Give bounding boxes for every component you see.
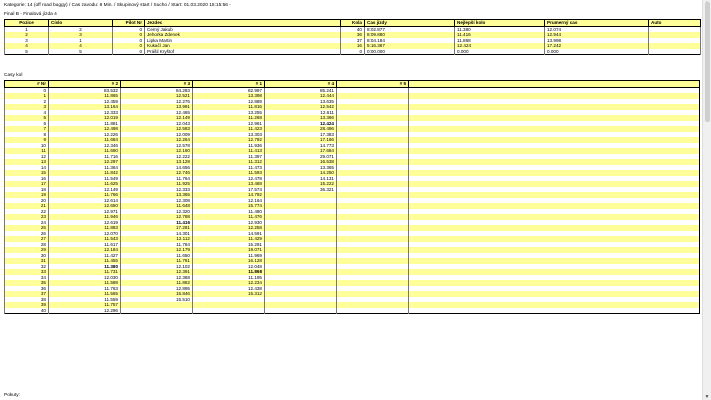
lap-number-cell: 0 — [5, 87, 49, 93]
lap-time-cell: 11.429 — [193, 236, 265, 242]
lap-time-cell: 13.128 — [121, 159, 193, 165]
lap-time-cell: 11.476 — [193, 214, 265, 220]
lap-time-cell: 12.521 — [121, 93, 193, 99]
lap-time-cell: 11.195 — [193, 275, 265, 281]
lap-time-cell: 12.478 — [193, 176, 265, 182]
lap-time-cell: 16.538 — [265, 159, 337, 165]
lap-number-cell: 3 — [5, 104, 49, 110]
results-cell-best: 11.868 — [455, 38, 545, 44]
results-cell-time: 8:04.184 — [365, 38, 455, 44]
lap-time-cell: 11.617 — [49, 242, 121, 248]
lap-time-cell: 13.164 — [49, 104, 121, 110]
results-cell-num: 4 — [49, 43, 113, 49]
results-cell-name: Prášil Kryštof — [145, 49, 341, 55]
lap-number-cell: 30 — [5, 253, 49, 259]
results-cell-laps: 0 — [341, 49, 365, 55]
penalties-label: Pokuty: — [4, 393, 20, 398]
lap-time-cell: 12.320 — [121, 209, 193, 215]
results-table — [4, 19, 701, 55]
results-cell-num: 2 — [49, 26, 113, 32]
lap-number-cell: 14 — [5, 165, 49, 171]
results-cell-num: 3 — [49, 32, 113, 38]
lap-number-cell: 25 — [5, 225, 49, 231]
lap-time-cell: 12.276 — [121, 99, 193, 105]
laps-col-header: # 1 — [193, 81, 265, 88]
final-label: Final B - Finalová jízda 4 — [4, 12, 57, 17]
results-cell-pilot: 0 — [113, 26, 145, 32]
lap-time-cell: 11.380 — [49, 264, 121, 270]
lap-time-cell: 12.149 — [121, 115, 193, 121]
lap-time-cell: 11.816 — [193, 104, 265, 110]
lap-time-cell: 19.071 — [193, 247, 265, 253]
lap-time-cell: 12.030 — [49, 275, 121, 281]
lap-time-cell: 11.565 — [49, 291, 121, 297]
results-cell-pos: 4 — [5, 43, 49, 49]
lap-number-cell: 15 — [5, 170, 49, 176]
results-cell-name: Jehorka Zdenek — [145, 32, 341, 38]
lap-time-cell: 12.048 — [193, 264, 265, 270]
lap-time-cell: 12.971 — [49, 209, 121, 215]
lap-time-cell — [121, 308, 193, 314]
lap-number-cell: 7 — [5, 126, 49, 132]
lap-time-cell: 12.498 — [49, 126, 121, 132]
lap-number-cell: 34 — [5, 275, 49, 281]
lap-times-table — [4, 80, 700, 314]
lap-time-cell: 11.480 — [193, 209, 265, 215]
results-cell-pos: 3 — [5, 38, 49, 44]
lap-time-cell: 13.991 — [121, 104, 193, 110]
lap-time-cell: 14.250 — [265, 170, 337, 176]
lap-time-cell: 12.333 — [121, 187, 193, 193]
lap-time-cell: 12.746 — [121, 170, 193, 176]
lap-time-cell: 12.792 — [193, 137, 265, 143]
lap-time-cell: 11.766 — [49, 192, 121, 198]
lap-time-cell: 12.465 — [121, 110, 193, 116]
lap-time-cell: 12.619 — [49, 220, 121, 226]
lap-time-cell: 11.648 — [121, 203, 193, 209]
lap-number-cell: 17 — [5, 181, 49, 187]
lap-time-cell: 11.549 — [49, 176, 121, 182]
lap-time-cell: 12.444 — [265, 93, 337, 99]
lap-time-cell: 36.321 — [265, 187, 337, 193]
lap-time-cell: 11.764 — [121, 176, 193, 182]
lap-number-cell: 12 — [5, 154, 49, 160]
lap-time-cell: 11.543 — [49, 236, 121, 242]
lap-time-cell: 11.413 — [193, 148, 265, 154]
lap-time-cell: 12.961 — [193, 121, 265, 127]
lap-time-cell: 28.496 — [265, 126, 337, 132]
lap-time-cell: 12.438 — [193, 286, 265, 292]
results-cell-best: 11.416 — [455, 32, 545, 38]
lap-time-cell: 12.333 — [49, 110, 121, 116]
results-cell-num: 5 — [49, 49, 113, 55]
results-col-header: Auto — [649, 20, 701, 27]
lap-time-cell: 13.635 — [265, 99, 337, 105]
lap-time-cell: 84.283 — [121, 87, 193, 93]
lap-time-cell: 11.865 — [49, 93, 121, 99]
lap-time-cell: 17.574 — [193, 187, 265, 193]
lap-time-cell: 12.222 — [121, 154, 193, 160]
results-cell-time: 5:16.367 — [365, 43, 455, 49]
lap-time-cell: 13.398 — [193, 93, 265, 99]
lap-number-cell: 13 — [5, 159, 49, 165]
results-col-header: Pozice — [5, 20, 49, 27]
lap-number-cell: 24 — [5, 220, 49, 226]
lap-time-cell: 11.650 — [121, 253, 193, 259]
lap-number-cell: 38 — [5, 297, 49, 303]
laps-col-header: # 2 — [49, 81, 121, 88]
results-cell-car — [649, 49, 701, 55]
lap-number-cell: 33 — [5, 269, 49, 275]
laps-col-header: # 5 — [337, 81, 409, 88]
lap-number-cell: 20 — [5, 198, 49, 204]
lap-number-cell: 23 — [5, 214, 49, 220]
results-cell-name: Lipka Martin — [145, 38, 341, 44]
lap-number-cell: 32 — [5, 264, 49, 270]
lap-time-cell: 11.473 — [193, 165, 265, 171]
lap-time-cell: 11.842 — [49, 170, 121, 176]
lap-time-cell: 12.308 — [121, 198, 193, 204]
lap-time-cell: 14.773 — [265, 143, 337, 149]
results-cell-pilot: 0 — [113, 38, 145, 44]
results-cell-pos: 1 — [5, 26, 49, 32]
lap-time-cell: 13.303 — [193, 132, 265, 138]
lap-number-cell: 35 — [5, 280, 49, 286]
lap-time-cell: 13.255 — [193, 110, 265, 116]
results-cell-name: Cerný Jakub — [145, 26, 341, 32]
lap-number-cell: 16 — [5, 176, 49, 182]
laps-col-header: # 4 — [265, 81, 337, 88]
lap-number-cell: 40 — [5, 308, 49, 314]
results-cell-laps: 36 — [341, 32, 365, 38]
lap-time-cell: 12.614 — [49, 198, 121, 204]
lap-number-cell: 26 — [5, 231, 49, 237]
lap-time-cell: 12.542 — [265, 104, 337, 110]
lap-time-cell: 11.883 — [49, 225, 121, 231]
lap-time-cell: 17.166 — [265, 137, 337, 143]
lap-number-cell: 8 — [5, 132, 49, 138]
lap-number-cell: 37 — [5, 291, 49, 297]
results-cell-pos: 2 — [5, 32, 49, 38]
laps-label: Casy kol — [4, 73, 23, 78]
lap-time-cell: 15.291 — [193, 242, 265, 248]
lap-time-cell: 12.112 — [121, 236, 193, 242]
lap-time-cell: 12.179 — [121, 247, 193, 253]
lap-time-cell: 13.366 — [265, 115, 337, 121]
lap-time-cell: 11.312 — [193, 159, 265, 165]
lap-time-cell: 14.591 — [193, 231, 265, 237]
lap-number-cell: 5 — [5, 115, 49, 121]
results-cell-laps: 16 — [341, 43, 365, 49]
lap-time-cell: 12.297 — [49, 159, 121, 165]
laps-col-header: # Nr — [5, 81, 49, 88]
lap-time-cell — [337, 308, 409, 314]
lap-time-cell: 11.684 — [49, 137, 121, 143]
lap-number-cell: 18 — [5, 187, 49, 193]
lap-time-cell: 12.788 — [121, 214, 193, 220]
results-cell-best: 0.000 — [455, 49, 545, 55]
results-col-header: Cas jízdy — [365, 20, 455, 27]
lap-time-cell: 15.510 — [121, 297, 193, 303]
lap-time-cell: 11.423 — [193, 126, 265, 132]
results-cell-avg: 0.000 — [545, 49, 649, 55]
lap-time-cell: 12.930 — [193, 220, 265, 226]
lap-time-cell: 12.234 — [193, 280, 265, 286]
lap-time-cell: 11.588 — [49, 280, 121, 286]
lap-time-cell: 11.364 — [49, 165, 121, 171]
lap-time-cell: 11.881 — [49, 121, 121, 127]
lap-number-cell: 11 — [5, 148, 49, 154]
race-header: Kategorie: 14 (off road buggy) / Cas zavodu: 8 Min. / Skupinový start / Sucho / Start: 01.03.2020 15:15:56 - — [4, 3, 231, 8]
scroll-down-icon[interactable]: ▼ — [704, 394, 710, 400]
results-cell-laps: 40 — [341, 26, 365, 32]
lap-number-cell: 36 — [5, 286, 49, 292]
results-col-header: Císlo — [49, 20, 113, 27]
lap-number-cell: 2 — [5, 99, 49, 105]
lap-number-cell: 19 — [5, 192, 49, 198]
lap-time-cell: 85.241 — [265, 87, 337, 93]
lap-time-cell: 13.488 — [193, 181, 265, 187]
lap-time-cell: 12.424 — [265, 121, 337, 127]
lap-time-cell: 11.761 — [121, 258, 193, 264]
lap-time-cell: 12.184 — [49, 247, 121, 253]
lap-time-cell: 14.301 — [121, 231, 193, 237]
lap-time-cell: 82.997 — [193, 87, 265, 93]
lap-filler-cell — [409, 308, 700, 314]
results-cell-laps: 37 — [341, 38, 365, 44]
lap-time-cell: 11.862 — [121, 280, 193, 286]
lap-time-cell: 12.149 — [49, 187, 121, 193]
scroll-thumb[interactable] — [705, 2, 710, 122]
lap-time-cell: 11.625 — [49, 181, 121, 187]
lap-time-cell: 15.774 — [193, 203, 265, 209]
results-col-header: Pilot Nr — [113, 20, 145, 27]
lap-number-cell: 28 — [5, 242, 49, 248]
lap-time-cell: 15.222 — [265, 181, 337, 187]
results-col-header: Jezdec — [145, 20, 341, 27]
lap-time-cell: 16.128 — [193, 258, 265, 264]
lap-time-cell: 15.846 — [121, 291, 193, 297]
lap-time-cell: 11.559 — [49, 297, 121, 303]
lap-time-cell: 12.264 — [121, 137, 193, 143]
results-cell-pos: 5 — [5, 49, 49, 55]
results-cell-time: 8:09.880 — [365, 32, 455, 38]
lap-time-cell: 12.009 — [121, 132, 193, 138]
results-cell-time: 0:00.000 — [365, 49, 455, 55]
lap-time-cell: 14.131 — [265, 176, 337, 182]
results-cell-avg: 17.242 — [545, 43, 649, 49]
lap-time-cell: 12.102 — [121, 264, 193, 270]
results-cell-num: 1 — [49, 38, 113, 44]
lap-time-cell: 12.070 — [49, 231, 121, 237]
lap-time-cell: 12.578 — [121, 143, 193, 149]
results-cell-avg: 12.074 — [545, 26, 649, 32]
lap-time-cell: 12.160 — [121, 148, 193, 154]
lap-time-cell: 12.258 — [193, 225, 265, 231]
lap-number-cell: 29 — [5, 247, 49, 253]
results-cell-pilot: 0 — [113, 43, 145, 49]
lap-time-cell: 11.660 — [49, 148, 121, 154]
lap-time-cell: 11.268 — [193, 115, 265, 121]
lap-time-cell: 17.684 — [265, 148, 337, 154]
lap-time-cell: 12.226 — [49, 132, 121, 138]
lap-time-cell: 12.368 — [121, 275, 193, 281]
lap-time-cell: 12.611 — [265, 110, 337, 116]
lap-time-cell: 11.716 — [49, 154, 121, 160]
lap-time-cell — [193, 308, 265, 314]
lap-time-cell: 11.416 — [121, 220, 193, 226]
lap-number-cell: 10 — [5, 143, 49, 149]
results-cell-time: 8:02.877 — [365, 26, 455, 32]
lap-time-cell: 17.281 — [121, 225, 193, 231]
lap-time-cell: 11.925 — [121, 181, 193, 187]
results-col-header: Kola — [341, 20, 365, 27]
lap-time-cell: 15.312 — [193, 291, 265, 297]
lap-time-cell: 11.936 — [193, 143, 265, 149]
lap-time-cell: 12.043 — [121, 121, 193, 127]
lap-number-cell: 31 — [5, 258, 49, 264]
lap-time-cell: 12.391 — [121, 269, 193, 275]
lap-time-cell: 12.583 — [121, 126, 193, 132]
results-cell-pilot: 0 — [113, 49, 145, 55]
lap-row — [5, 308, 700, 314]
results-cell-name: Kukačí Jan — [145, 43, 341, 49]
lap-time-cell: 11.763 — [49, 286, 121, 292]
results-row — [5, 49, 701, 55]
results-cell-best: 11.380 — [455, 26, 545, 32]
lap-time-cell: 11.757 — [49, 302, 121, 308]
lap-number-cell: 39 — [5, 302, 49, 308]
lap-time-cell — [265, 308, 337, 314]
lap-time-cell: 11.784 — [121, 242, 193, 248]
results-cell-pilot: 0 — [113, 32, 145, 38]
lap-time-cell: 14.792 — [193, 192, 265, 198]
lap-time-cell: 11.593 — [193, 170, 265, 176]
lap-number-cell: 6 — [5, 121, 49, 127]
lap-time-cell: 11.731 — [49, 269, 121, 275]
lap-time-cell: 13.365 — [265, 165, 337, 171]
lap-time-cell: 12.346 — [49, 143, 121, 149]
lap-number-cell: 27 — [5, 236, 49, 242]
lap-time-cell: 12.296 — [49, 308, 121, 314]
lap-time-cell: 12.164 — [193, 198, 265, 204]
lap-time-cell: 17.383 — [265, 132, 337, 138]
results-cell-best: 12.424 — [455, 43, 545, 49]
lap-time-cell: 11.427 — [49, 253, 121, 259]
lap-time-cell: 11.397 — [193, 154, 265, 160]
lap-time-cell: 29.071 — [265, 154, 337, 160]
results-col-header: Prumerný cas — [545, 20, 649, 27]
results-cell-avg: 13.998 — [545, 38, 649, 44]
results-cell-avg: 12.944 — [545, 32, 649, 38]
lap-time-cell: 11.969 — [193, 253, 265, 259]
lap-time-cell: 11.868 — [193, 269, 265, 275]
vertical-scrollbar[interactable] — [702, 0, 711, 400]
lap-number-cell: 21 — [5, 203, 49, 209]
lap-time-cell: 14.656 — [121, 165, 193, 171]
lap-number-cell: 4 — [5, 110, 49, 116]
lap-number-cell: 22 — [5, 209, 49, 215]
lap-time-cell: 12.459 — [49, 99, 121, 105]
lap-time-cell: 13.365 — [121, 192, 193, 198]
lap-time-cell: 12.889 — [193, 99, 265, 105]
lap-time-cell: 12.650 — [49, 203, 121, 209]
lap-number-cell: 1 — [5, 93, 49, 99]
laps-col-header: # 3 — [121, 81, 193, 88]
lap-time-cell: 11.455 — [49, 258, 121, 264]
lap-time-cell: 12.019 — [49, 115, 121, 121]
lap-time-cell: 11.946 — [49, 214, 121, 220]
lap-number-cell: 9 — [5, 137, 49, 143]
results-col-header: Nejlepší kolo — [455, 20, 545, 27]
lap-time-cell: 12.895 — [121, 286, 193, 292]
lap-time-cell: 83.532 — [49, 87, 121, 93]
